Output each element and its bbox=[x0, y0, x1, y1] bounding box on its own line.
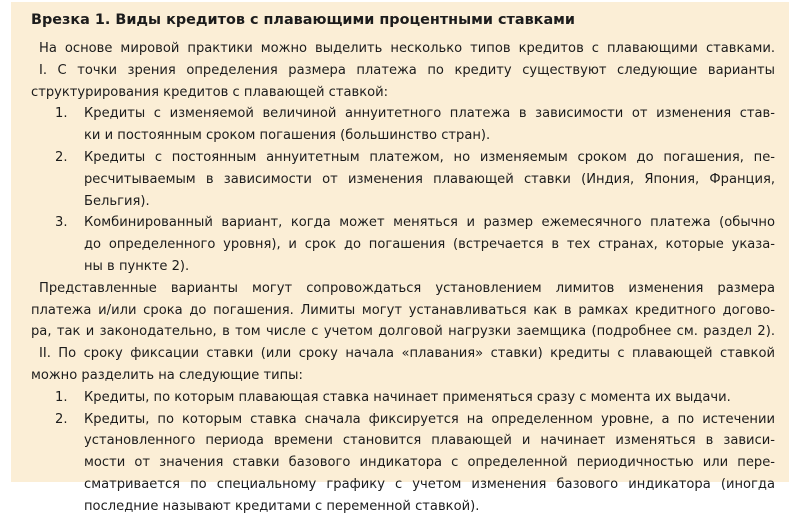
list-item-text: Кредиты с изменяемой величиной аннуитетного платежа в зависимости от изменения став- bbox=[84, 106, 775, 122]
list-item-line bbox=[31, 147, 775, 169]
limits-paragraph bbox=[31, 278, 775, 343]
list-item-number: 2. bbox=[55, 411, 68, 427]
list-item-number: 1. bbox=[55, 106, 68, 122]
paragraph-line: ра, так и законодательно, в том числе с учетом долговой нагрузки заемщика (подробнее см. раздел 2). bbox=[31, 324, 775, 340]
list-item-line: до определенного уровня), и срок до погашения (встречается в тех странах, которые указа- bbox=[84, 237, 775, 253]
list-item bbox=[31, 409, 775, 518]
sidebar-box bbox=[11, 2, 789, 514]
paragraph-line: Представленные варианты могут сопровождаться установлением лимитов изменения размера bbox=[39, 280, 775, 296]
list-item-line: мости от значения ставки базового индикатора с определенной периодичностью или пере- bbox=[84, 455, 775, 471]
list-item bbox=[31, 103, 775, 147]
list-item-text: Кредиты, по которым плавающая ставка начинает применяться сразу с момента их выдачи. bbox=[84, 389, 731, 405]
list-item-number: 3. bbox=[55, 215, 68, 231]
list-item-line bbox=[31, 103, 775, 125]
section-2-line: можно разделить на следующие типы: bbox=[31, 367, 303, 383]
paragraph-line: платежа и/или срока до погашения. Лимиты могут устанавливаться как в рамках кредитного догово- bbox=[31, 302, 775, 318]
section-1 bbox=[31, 60, 775, 278]
section-1-line: структурирования кредитов с плавающей ставкой: bbox=[31, 84, 389, 100]
list-item-line: ны в пункте 2). bbox=[84, 258, 190, 274]
list-item-line bbox=[31, 387, 775, 409]
list-item-line: установленного периода времени становится плавающей и начинает изменяться в зависи- bbox=[84, 433, 775, 449]
section-2-line: II. По сроку фиксации ставки (или сроку начала «плавания» ставки) кредиты с плавающей ставкой bbox=[39, 346, 775, 362]
section-1-line: I. С точки зрения определения размера платежа по кредиту существуют следующие варианты bbox=[39, 62, 775, 78]
list-item bbox=[31, 212, 775, 277]
box-title: Врезка 1. Виды кредитов с плавающими процентными ставками bbox=[31, 12, 575, 28]
intro-text: На основе мировой практики можно выделить несколько типов кредитов с плавающими ставками. bbox=[39, 41, 775, 56]
section-2 bbox=[31, 343, 775, 517]
list-item-line bbox=[31, 409, 775, 431]
list-item-line bbox=[31, 212, 775, 234]
list-item bbox=[31, 147, 775, 212]
list-item-number: 1. bbox=[55, 389, 68, 405]
list-item-line: ки и постоянным сроком погашения (большинство стран). bbox=[84, 128, 491, 144]
list-item-line: последние называют кредитами с переменной ставкой). bbox=[84, 498, 480, 514]
list-item-line: Бельгия). bbox=[84, 193, 150, 209]
list-item-line: сматривается по специальному графику с учетом изменения базового индикатора (иногда bbox=[84, 476, 775, 492]
list-item-text: Комбинированный вариант, когда может меняться и размер ежемесячного платежа (обычно bbox=[84, 215, 775, 231]
list-item-text: Кредиты с постоянным аннуитетным платежом, но изменяемым сроком до погашения, пе- bbox=[84, 149, 775, 165]
list-item-text: Кредиты, по которым ставка сначала фиксируется на определенном уровне, а по истечении bbox=[84, 411, 775, 427]
list-item-line: ресчитываемым в зависимости от изменения плавающей ставки (Индия, Япония, Франция, bbox=[84, 171, 775, 187]
list-item bbox=[31, 387, 775, 409]
list-item-number: 2. bbox=[55, 149, 68, 165]
